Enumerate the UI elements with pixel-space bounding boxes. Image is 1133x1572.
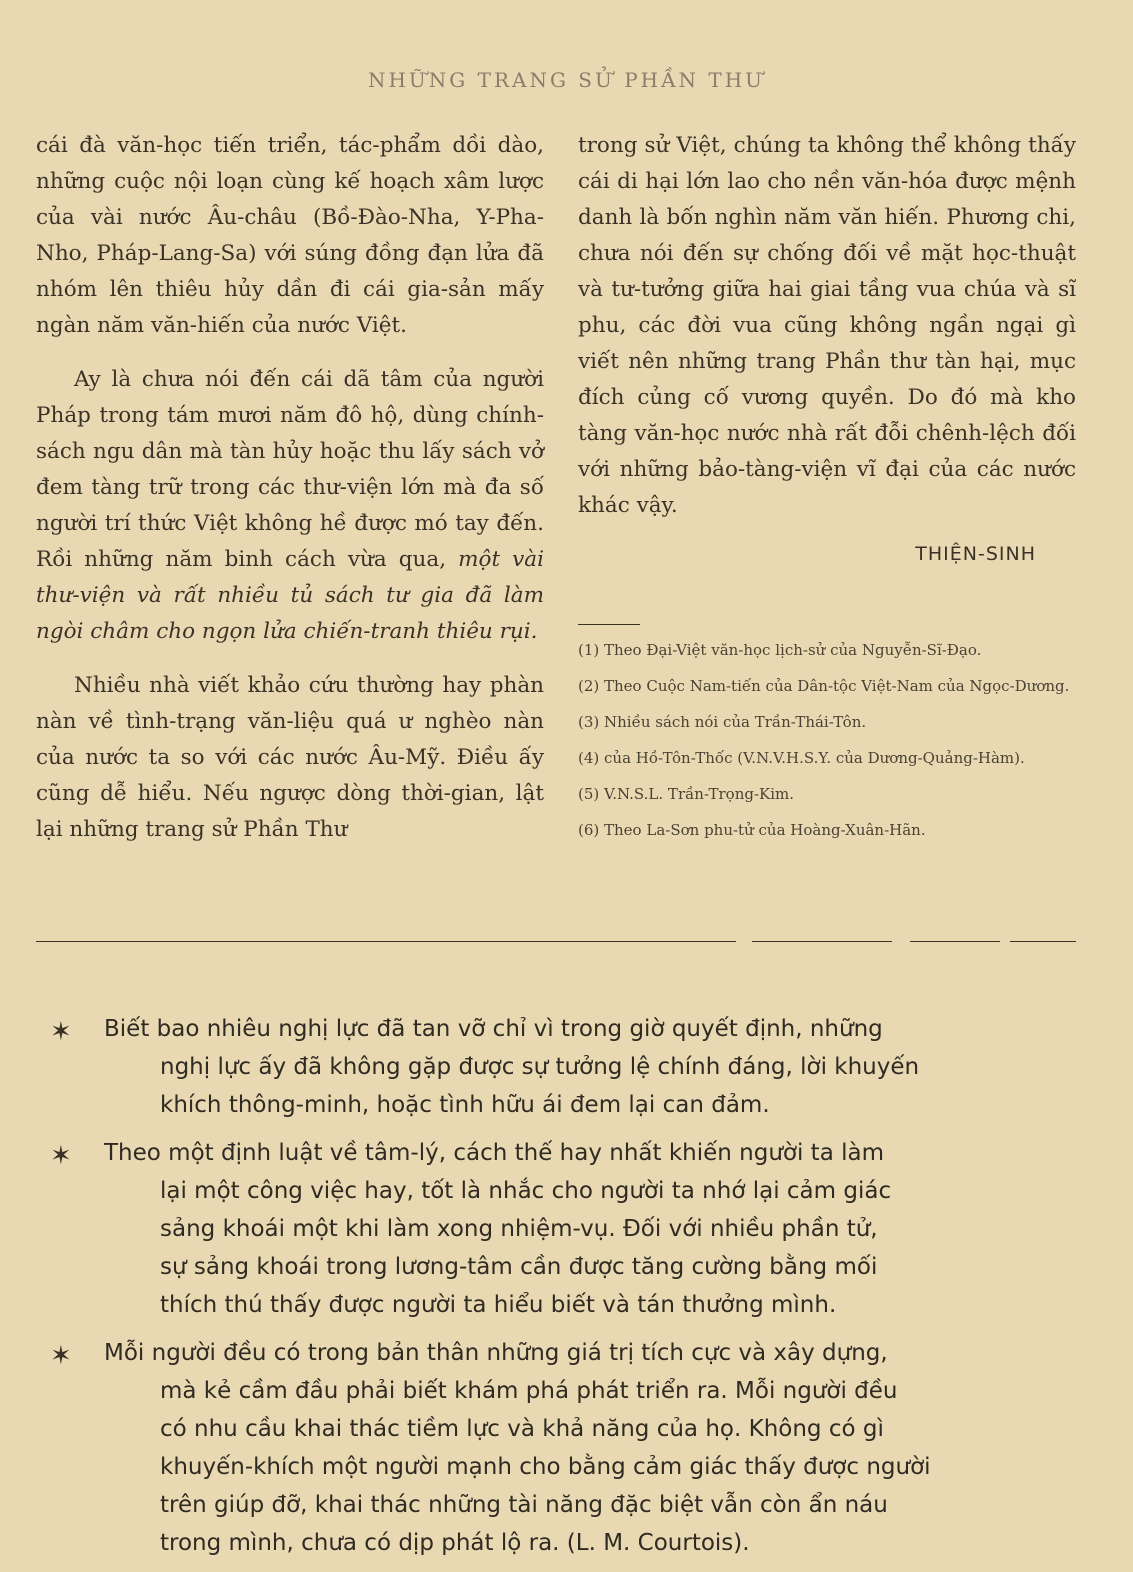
quote-item	[50, 1334, 1090, 1562]
quote-line: lại một công việc hay, tốt là nhắc cho người ta nhớ lại cảm giác	[160, 1178, 892, 1204]
left-paragraph-3: Nhiều nhà viết khảo cứu thường hay phàn nàn về tình-trạng văn-liệu quá ư nghèo nàn của nước ta so với các nước Âu-Mỹ. Điều ấy cũng dễ hiểu. Nếu ngược dòng thời-gian, lật lại những trang sử Phần Thư	[36, 673, 544, 842]
footnote-item: (6) Theo La-Sơn phu-tử của Hoàng-Xuân-Hãn.	[578, 821, 926, 839]
star-icon: ✶	[50, 1141, 72, 1171]
quote-line: Theo một định luật về tâm-lý, cách thế hay nhất khiến người ta làm	[104, 1140, 884, 1166]
quote-line: khuyến-khích một người mạnh cho bằng cảm giác thấy được người	[160, 1454, 931, 1480]
star-icon: ✶	[50, 1341, 72, 1371]
quote-line: trong mình, chưa có dịp phát lộ ra. (L. M. Courtois).	[160, 1530, 750, 1556]
quote-line: khích thông-minh, hoặc tình hữu ái đem lại can đảm.	[160, 1092, 770, 1118]
section-divider	[752, 941, 892, 942]
quote-line: sự sảng khoái trong lương-tâm cần được tăng cường bằng mối	[160, 1254, 878, 1280]
footnote-item: (2) Theo Cuộc Nam-tiến của Dân-tộc Việt-Nam của Ngọc-Dương.	[578, 677, 1070, 695]
left-paragraph-1: cái đà văn-học tiến triển, tác-phẩm dồi dào, những cuộc nội loạn cùng kế hoạch xâm lược của vài nước Âu-châu (Bồ-Đào-Nha, Y-Pha-Nho, Pháp-Lang-Sa) với súng đồng đạn lửa đã nhóm lên thiêu hủy dần đi cái gia-sản mấy ngàn năm văn-hiến của nước Việt.	[36, 133, 544, 338]
footnote-item: (3) Nhiều sách nói của Trần-Thái-Tôn.	[578, 713, 867, 731]
quote-line: mà kẻ cầm đầu phải biết khám phá phát triển ra. Mỗi người đều	[160, 1378, 898, 1404]
right-column	[578, 128, 1076, 855]
left-paragraph-2	[36, 362, 544, 650]
quote-line: sảng khoái một khi làm xong nhiệm-vụ. Đối với nhiều phần tử,	[160, 1216, 878, 1242]
footnote-item: (4) của Hồ-Tôn-Thốc (V.N.V.H.S.Y. của Dương-Quảng-Hàm).	[578, 749, 1025, 767]
footnote-rule	[578, 624, 640, 625]
star-icon: ✶	[50, 1017, 72, 1047]
section-divider	[36, 941, 736, 942]
quote-item	[50, 1134, 1090, 1324]
quote-line: thích thú thấy được người ta hiểu biết và tán thưởng mình.	[160, 1292, 837, 1318]
right-paragraph-1: trong sử Việt, chúng ta không thể không thấy cái di hại lớn lao cho nền văn-hóa được mệnh danh là bốn nghìn năm văn hiến. Phương chi, chưa nói đến sự chống đối về mặt học-thuật và tư-tưởng giữa hai giai tầng vua chúa và sĩ phu, các đời vua cũng không ngần ngại gì viết nên những trang Phần thư tàn hại, mục đích củng cố vương quyền. Do đó mà kho tàng văn-học nước nhà rất đỗi chênh-lệch đối với những bảo-tàng-viện vĩ đại của các nước khác vậy.	[578, 133, 1076, 518]
section-divider	[910, 941, 1000, 942]
left-paragraph-2-text: Ay là chưa nói đến cái dã tâm của người Pháp trong tám mươi năm đô hộ, dùng chính-sách ngu dân mà tàn hủy hoặc thu lấy sách vở đem tàng trữ trong các thư-viện lớn mà đa số người trí thức Việt không hề được mó tay đến. Rồi những năm binh cách vừa qua,	[36, 367, 544, 572]
footnotes	[578, 639, 1076, 841]
quote-line: nghị lực ấy đã không gặp được sự tưởng lệ chính đáng, lời khuyến	[160, 1054, 920, 1080]
quote-line: Mỗi người đều có trong bản thân những giá trị tích cực và xây dựng,	[104, 1340, 888, 1366]
author-signature: THIỆN-SINH	[915, 543, 1036, 565]
left-paragraph-2-italic: một vài thư-viện và rất nhiều tủ sách tư gia đã làm ngòi châm cho ngọn lửa chiến-tranh thiêu rụi.	[36, 547, 544, 644]
quote-item	[50, 1010, 1090, 1124]
left-column	[36, 128, 544, 848]
quote-line: Biết bao nhiêu nghị lực đã tan vỡ chỉ vì trong giờ quyết định, những	[104, 1016, 883, 1042]
quote-line: trên giúp đỡ, khai thác những tài năng đặc biệt vẫn còn ẩn náu	[160, 1492, 888, 1518]
footnote-item: (5) V.N.S.L. Trần-Trọng-Kim.	[578, 785, 795, 803]
quotes-section	[50, 1010, 1090, 1572]
quote-line: có nhu cầu khai thác tiềm lực và khả năng của họ. Không có gì	[160, 1416, 884, 1442]
section-divider	[1010, 941, 1076, 942]
footnote-item: (1) Theo Đại-Việt văn-học lịch-sử của Nguyễn-Sĩ-Đạo.	[578, 641, 982, 659]
running-head: NHỮNG TRANG SỬ PHẦN THƯ	[367, 68, 766, 92]
